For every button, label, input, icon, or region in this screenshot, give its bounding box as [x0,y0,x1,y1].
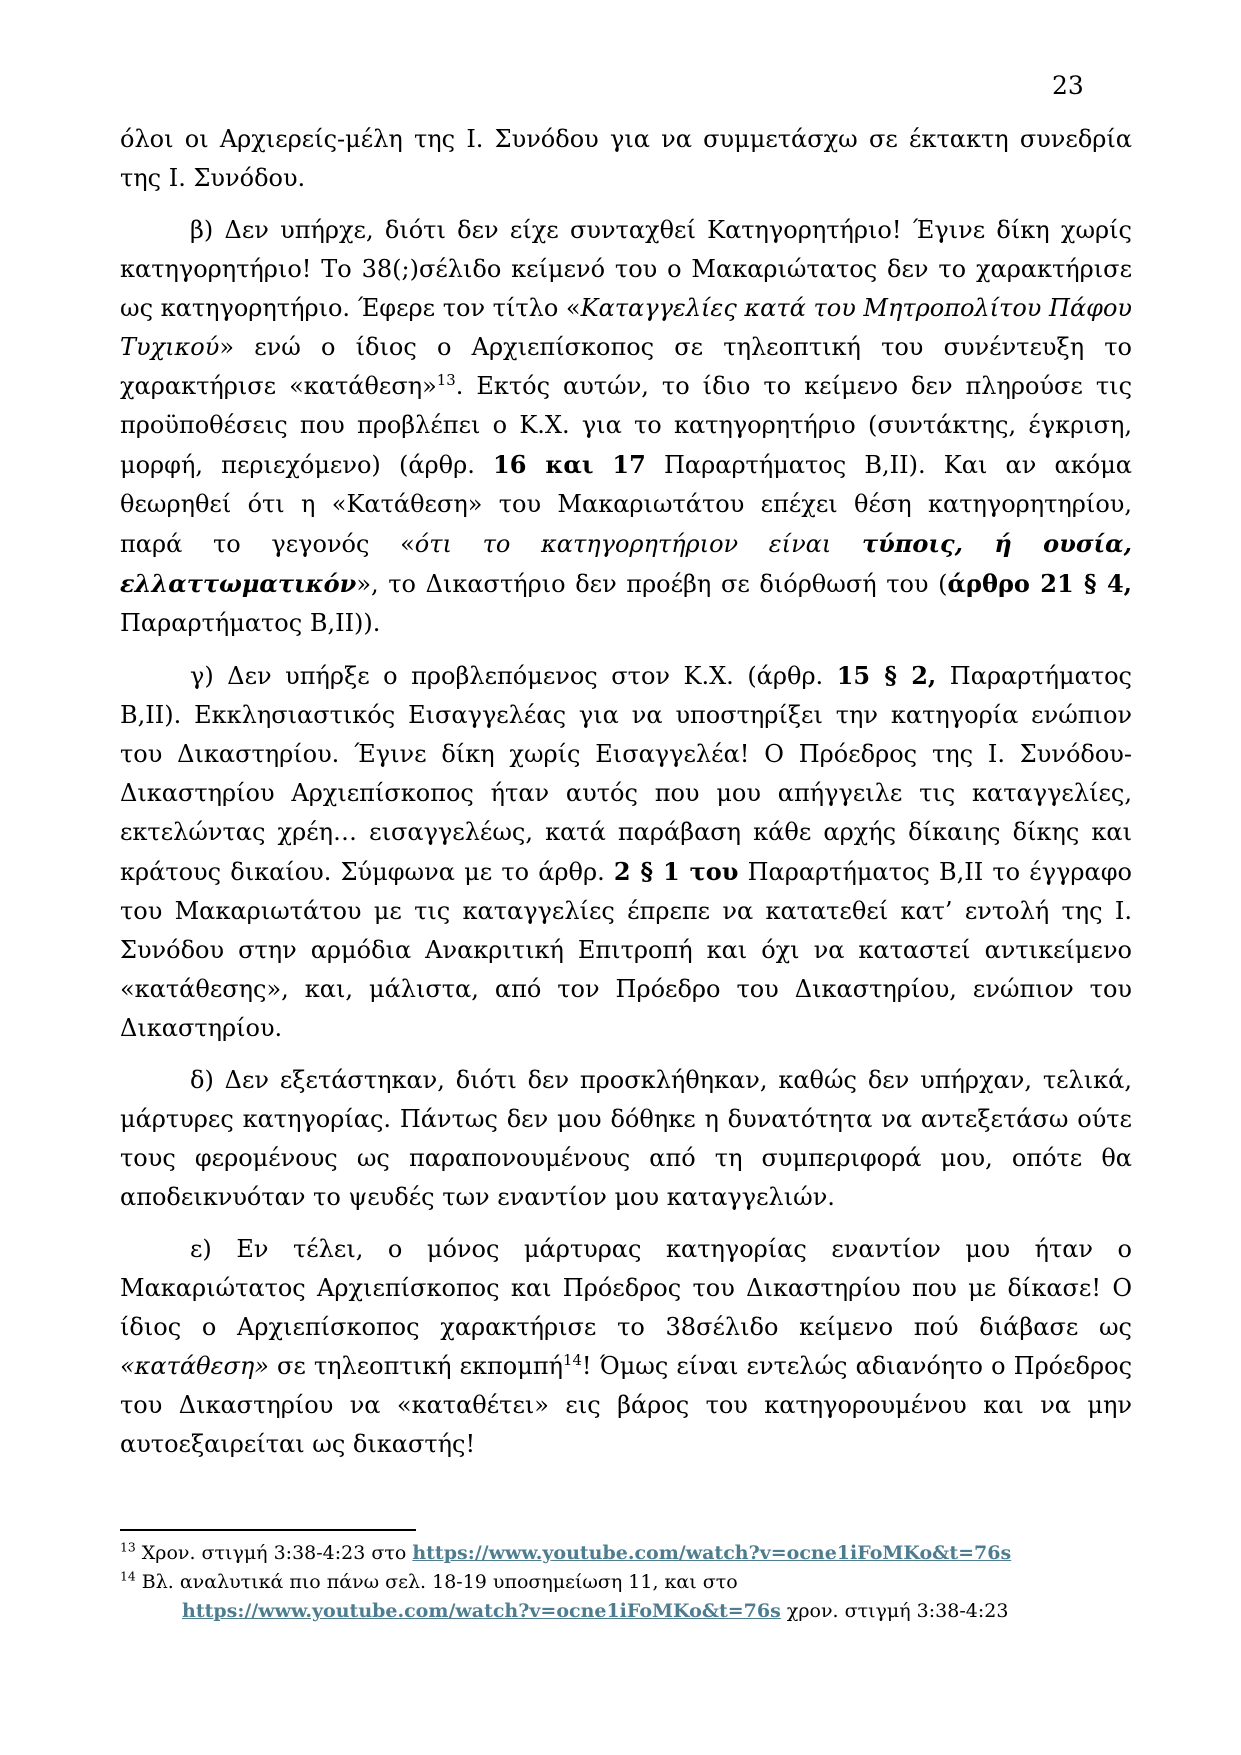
paragraph-gamma [120,656,1132,1048]
text-run: Παραρτήματος Β,ΙΙ το έγγραφο του Μακαριωτάτου με τις καταγγελίες έπρεπε να κατατεθεί κατ’ εντολή της Ι. Συνόδου στην αρμόδια Ανακριτική Επιτροπή και όχι να καταστεί αντικείμενο «κατάθεσης», και, μάλιστα, από τον Πρόεδρο του Δικαστηρίου, ενώπιον του Δικαστηρίου. [120,858,1132,1042]
text-run: σε τηλεοπτική εκπομπή [268,1352,563,1380]
text-run: δ) Δεν εξετάστηκαν, διότι δεν προσκλήθηκαν, καθώς δεν υπήρχαν, τελικά, μάρτυρες κατηγορίας. Πάντως δεν μου δόθηκε η δυνατότητα να αντεξετάσω ούτε τους φερομένους ως παραπονουμένους από τη συμπεριφορά μου, οπότε θα αποδεικνυόταν το ψευδές των εναντίον μου καταγγελιών. [120,1066,1132,1211]
text-run: Βλ. αναλυτικά πιο πάνω σελ. 18-19 υποσημείωση 11, και στο [141,1571,738,1593]
youtube-link-14[interactable]: https://www.youtube.com/watch?v=ocne1iFoMKo&t=76s [182,1600,781,1622]
text-run: όλοι οι Αρχιερείς-μέλη της Ι. Συνόδου για να συμμετάσχω σε έκτακτη συνεδρία της Ι. Συνόδου. [120,125,1132,192]
footnote-ref-14: 14 [562,1351,582,1369]
text-run: Καταγγελίες κατά του Μητροπολίτου Πάφου Τυχικού [120,294,1132,361]
page-number: 23 [1052,71,1084,100]
paragraph-epsilon [120,1230,1132,1464]
text-run: ! Όμως είναι εντελώς αδιανόητο ο Πρόεδρος του Δικαστηρίου να «καταθέτει» εις βάρος του κατηγορουμένου και να μην αυτοεξαιρείται ως δικαστής! [120,1352,1133,1458]
footnote-separator [120,1529,416,1531]
footnote-marker-14: 14 [120,1569,136,1584]
text-run: Παραρτήματος Β,ΙΙ). Εκκλησιαστικός Εισαγγελέας για να υποστηρίξει την κατηγορία ενώπιον του Δικαστηρίου. Έγινε δίκη χωρίς Εισαγγελέα! Ο Πρόεδρος της Ι. Συνόδου-Δικαστηρίου Αρχιεπίσκοπος ήταν αυτός που μου απήγγειλε τις καταγγελίες, εκτελώντας χρέη… εισαγγελέως, κατά παράβαση κάθε αρχής δίκαιης δίκης και κράτους δικαίου. Σύμφωνα με το άρθρ. [120,662,1132,886]
text-run: τύποις, ή ουσία, ελλαττωματικόν [120,529,1132,598]
text-run: άρθρο 21 § 4, [947,569,1133,598]
text-run: 16 και 17 [493,450,646,479]
text-run: Παραρτήματος Β,ΙΙ). Και αν ακόμα θεωρηθεί ότι η «Κατάθεση» του Μακαριωτάτου επέχει θέση κατηγορητηρίου, παρά το γεγονός « [120,451,1133,558]
footnote-list [120,1539,1132,1626]
paragraph-delta [120,1061,1132,1217]
text-run: β) Δεν υπήρχε, διότι δεν είχε συνταχθεί Κατηγορητήριο! Έγινε δίκη χωρίς κατηγορητήριο! Το 38(;)σέλιδο κείμενό του ο Μακαριώτατος δεν το χαρακτήρισε ως κατηγορητήριο. Έφερε τον τίτλο « [120,216,1132,322]
youtube-link-13[interactable]: https://www.youtube.com/watch?v=ocne1iFoMKo&t=76s [412,1542,1012,1564]
paragraph-beta [120,211,1132,643]
text-run: χρον. στιγμή 3:38-4:23 [780,1600,1009,1622]
text-run: . Εκτός αυτών, το ίδιο το κείμενο δεν πληρούσε τις προϋποθέσεις που προβλέπει ο Κ.Χ. για το κατηγορητήριο (συντάκτης, έγκριση, μορφή, περιεχόμενο) (άρθρ. [120,372,1133,479]
footnote-14 [120,1568,1132,1597]
paragraph-intro [120,120,1132,198]
footnote-14-continuation [120,1597,1132,1626]
text-run: ε) Εν τέλει, ο μόνος μάρτυρας κατηγορίας εναντίον μου ήταν ο Μακαριώτατος Αρχιεπίσκοπος και Πρόεδρος του Δικαστηρίου που με δίκασε! Ο ίδιος ο Αρχιεπίσκοπος χαρακτήρισε το 38σέλιδο κείμενο πού διάβασε ως [120,1235,1132,1341]
text-run: », το Δικαστήριο δεν προέβη σε διόρθωσή του ( [356,570,948,598]
footnotes-section [120,1529,1132,1626]
text-run: γ) Δεν υπήρξε ο προβλεπόμενος στον Κ.Χ. (άρθρ. [190,662,837,690]
footnote-13 [120,1539,1132,1568]
text-run: «κατάθεση» [120,1352,269,1380]
text-run: Χρον. στιγμή 3:38-4:23 στο [141,1542,413,1564]
footnote-marker-13: 13 [120,1540,136,1555]
text-run: Παραρτήματος Β,ΙΙ)). [120,609,381,637]
text-run: ότι το κατηγορητήριον είναι [414,530,862,558]
text-run: 15 § 2, [836,661,937,690]
text-run: 2 § 1 του [613,857,739,886]
footnote-ref-13: 13 [436,371,456,389]
body-paragraphs [120,120,1132,1477]
text-run: » ενώ ο ίδιος ο Αρχιεπίσκοπος σε τηλεοπτική του συνέντευξη το χαρακτήρισε «κατάθεση» [120,333,1132,400]
